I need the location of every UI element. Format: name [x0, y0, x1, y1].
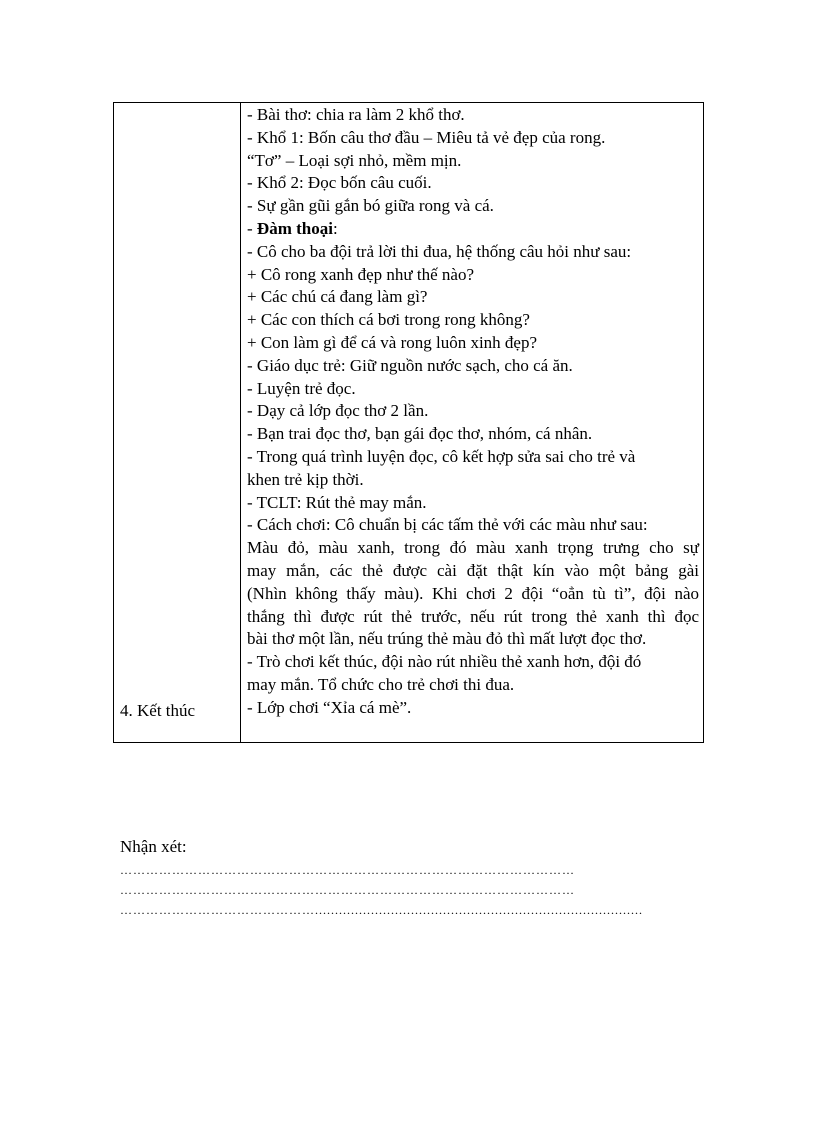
- content-column: [241, 103, 703, 742]
- content-line: - Dạy cả lớp đọc thơ 2 lần.: [247, 401, 429, 421]
- content-line: - Trong quá trình luyện đọc, cô kết hợp sửa sai cho trẻ và: [247, 446, 636, 466]
- dash-prefix: -: [247, 218, 257, 238]
- content-line: + Các chú cá đang làm gì?: [247, 287, 428, 307]
- content-line: - Luyện trẻ đọc.: [247, 378, 356, 398]
- content-line: - Sự gần gũi gắn bó giữa rong và cá.: [247, 196, 494, 216]
- content-line: - Trò chơi kết thúc, đội nào rút nhiều thẻ xanh hơn, đội đó: [247, 652, 642, 672]
- content-line: (Nhìn không thấy màu). Khi chơi 2 đội “oẳn tù tì”, đội nào: [247, 583, 699, 603]
- content-line: - Khổ 2: Đọc bốn câu cuối.: [247, 173, 432, 193]
- dialogue-heading-line: [247, 218, 699, 241]
- content-line: khen trẻ kịp thời.: [247, 469, 364, 489]
- content-line: may mắn. Tổ chức cho trẻ chơi thi đua.: [247, 674, 515, 694]
- content-line: thắng thì được rút thẻ trước, nếu rút trong thẻ xanh thì đọc: [247, 606, 699, 626]
- content-line: + Con làm gì để cá và rong luôn xinh đẹp?: [247, 332, 538, 352]
- dotted-line: ……………………………………………………………………………………………: [120, 883, 575, 897]
- notes-section: [120, 836, 696, 920]
- content-line: - Lớp chơi “Xỉa cá mè”.: [247, 697, 412, 717]
- content-line: + Cô rong xanh đẹp như thế nào?: [247, 264, 475, 284]
- activity-column: [114, 103, 241, 742]
- notes-title: Nhận xét:: [120, 837, 187, 856]
- content-line: may mắn, các thẻ được cài đặt thật kín vào một bảng gài: [247, 560, 699, 580]
- content-line: bài thơ một lần, nếu trúng thẻ màu đỏ thì mất lượt đọc thơ.: [247, 629, 647, 649]
- lesson-table: [113, 102, 704, 743]
- content-line: - Bài thơ: chia ra làm 2 khổ thơ.: [247, 105, 465, 124]
- content-line: - Bạn trai đọc thơ, bạn gái đọc thơ, nhóm, cá nhân.: [247, 424, 593, 444]
- content-line: Màu đỏ, màu xanh, trong đó màu xanh trọng trưng cho sự: [247, 538, 699, 558]
- content-line: - Cách chơi: Cô chuẩn bị các tấm thẻ với các màu như sau:: [247, 515, 648, 535]
- content-line: - Cô cho ba đội trả lời thi đua, hệ thống câu hỏi như sau:: [247, 241, 632, 261]
- dialogue-heading: Đàm thoại: [256, 218, 333, 238]
- content-line: - TCLT: Rút thẻ may mắn.: [247, 492, 427, 512]
- step-label: 4. Kết thúc: [120, 701, 196, 720]
- content-line: - Khổ 1: Bốn câu thơ đầu – Miêu tả vẻ đẹp của rong.: [247, 127, 606, 147]
- dotted-line: ……………………………………………………………………………………………: [120, 863, 575, 877]
- dotted-line: ………………………………………..................................................................................: [120, 903, 643, 917]
- content-line: “Tơ” – Loại sợi nhỏ, mềm mịn.: [247, 150, 462, 170]
- content-line: + Các con thích cá bơi trong rong không?: [247, 310, 530, 330]
- heading-colon: :: [332, 218, 338, 238]
- content-line: - Giáo dục trẻ: Giữ nguồn nước sạch, cho cá ăn.: [247, 355, 573, 375]
